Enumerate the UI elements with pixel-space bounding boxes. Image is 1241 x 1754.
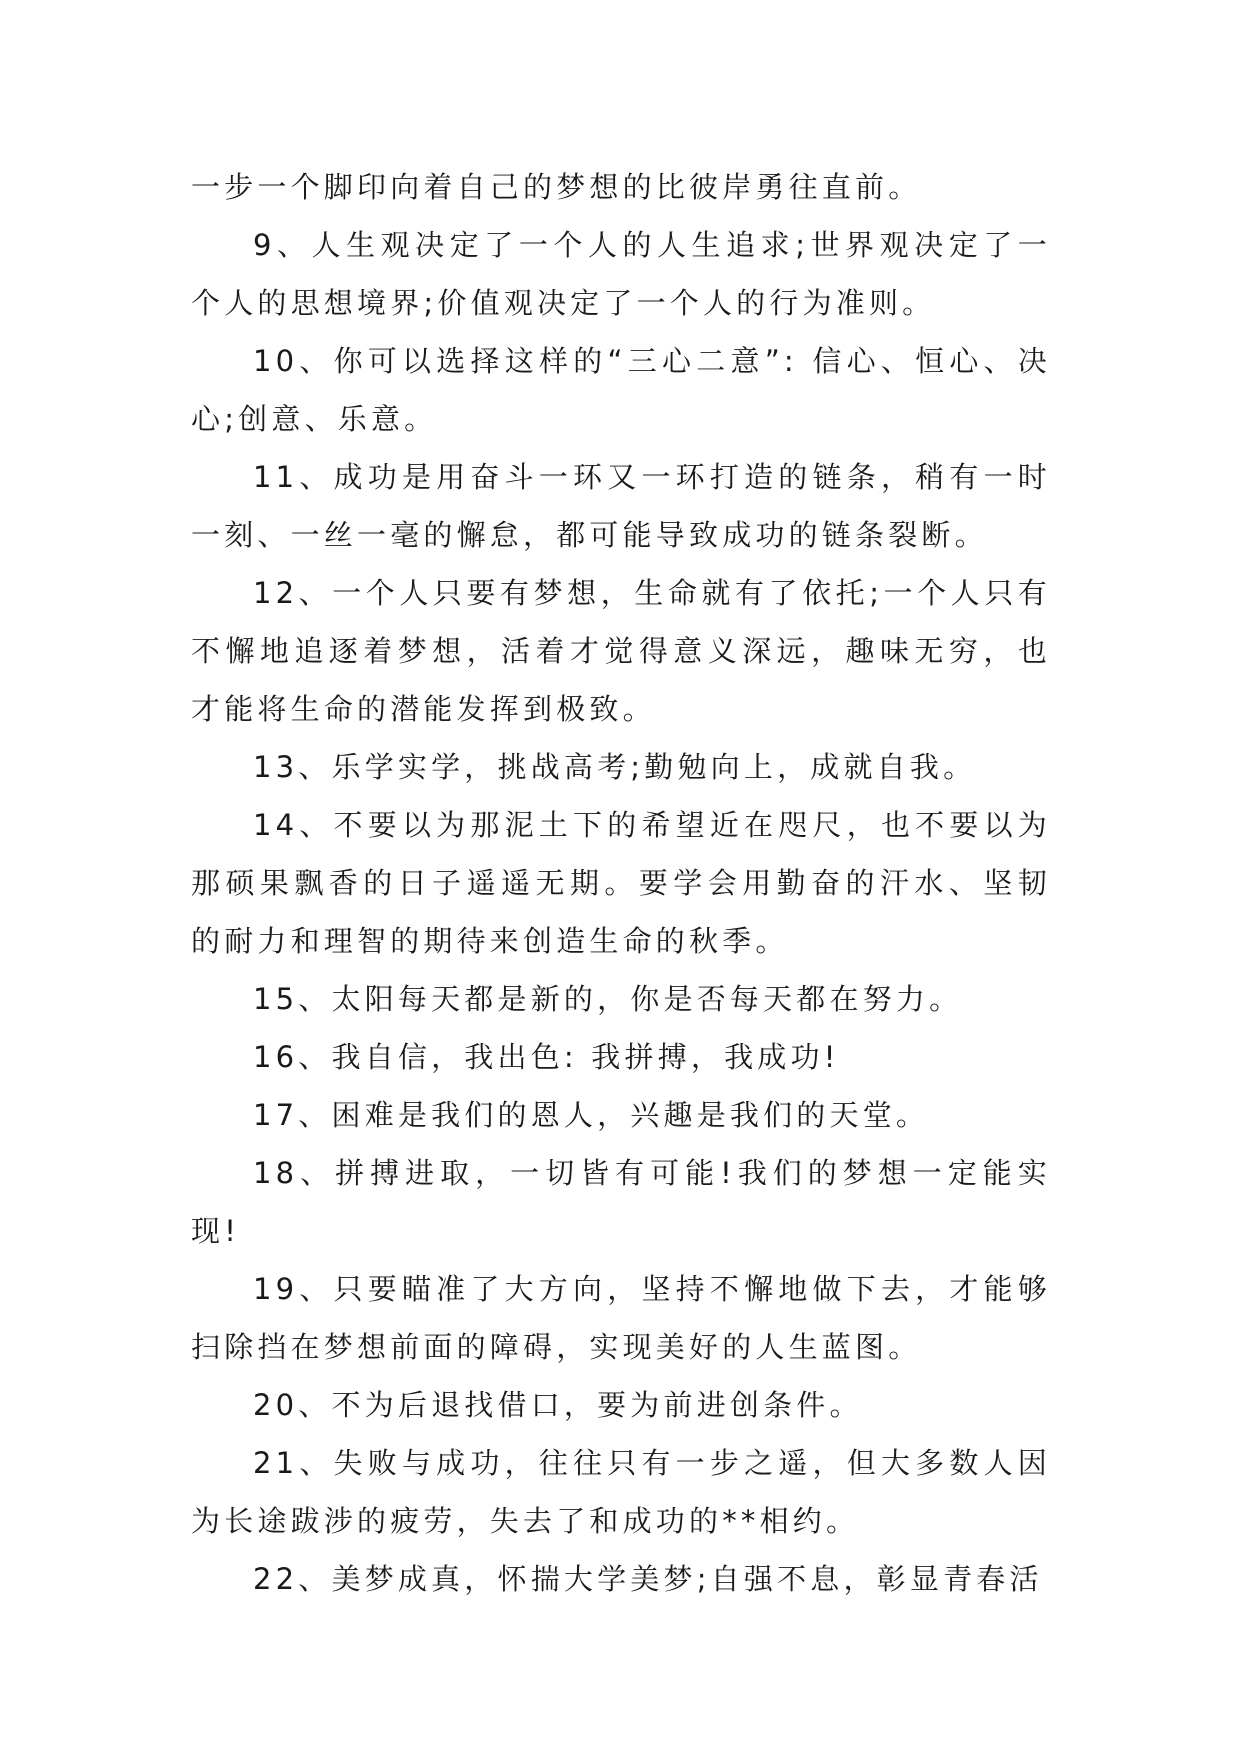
paragraph-item-21: 21、失败与成功，往往只有一步之遥，但大多数人因为长途跋涉的疲劳，失去了和成功的**相约。 xyxy=(191,1446,1051,1538)
paragraph-item-15: 15、太阳每天都是新的，你是否每天都在努力。 xyxy=(253,982,963,1016)
paragraph-continuation: 一步一个脚印向着自己的梦想的比彼岸勇往直前。 xyxy=(191,170,922,204)
paragraph-item-14: 14、不要以为那泥土下的希望近在咫尺，也不要以为那硕果飘香的日子遥遥无期。要学会用勤奋的汗水、坚韧的耐力和理智的期待来创造生命的秋季。 xyxy=(191,808,1051,958)
paragraph-item-16: 16、我自信，我出色: 我拼搏，我成功! xyxy=(253,1040,840,1074)
paragraph-item-10: 10、你可以选择这样的“三心二意”: 信心、恒心、决心;创意、乐意。 xyxy=(191,344,1051,436)
paragraph-item-22: 22、美梦成真，怀揣大学美梦;自强不息，彰显青春活 xyxy=(253,1562,1043,1596)
paragraph-item-20: 20、不为后退找借口，要为前进创条件。 xyxy=(253,1388,863,1422)
paragraph-item-17: 17、困难是我们的恩人，兴趣是我们的天堂。 xyxy=(253,1098,930,1132)
paragraph-item-9: 9、人生观决定了一个人的人生追求;世界观决定了一个人的思想境界;价值观决定了一个人的行为准则。 xyxy=(191,228,1051,320)
paragraph-item-19: 19、只要瞄准了大方向，坚持不懈地做下去，才能够扫除挡在梦想前面的障碍，实现美好的人生蓝图。 xyxy=(191,1272,1051,1364)
paragraph-item-12: 12、一个人只要有梦想，生命就有了依托;一个人只有不懈地追逐着梦想，活着才觉得意义深远，趣味无穷，也才能将生命的潜能发挥到极致。 xyxy=(191,576,1051,726)
paragraph-item-11: 11、成功是用奋斗一环又一环打造的链条，稍有一时一刻、一丝一毫的懈怠，都可能导致成功的链条裂断。 xyxy=(191,460,1051,552)
document-body xyxy=(191,158,1051,1608)
paragraph-item-13: 13、乐学实学，挑战高考;勤勉向上，成就自我。 xyxy=(253,750,977,784)
paragraph-item-18: 18、拼搏进取，一切皆有可能!我们的梦想一定能实现! xyxy=(191,1156,1051,1248)
